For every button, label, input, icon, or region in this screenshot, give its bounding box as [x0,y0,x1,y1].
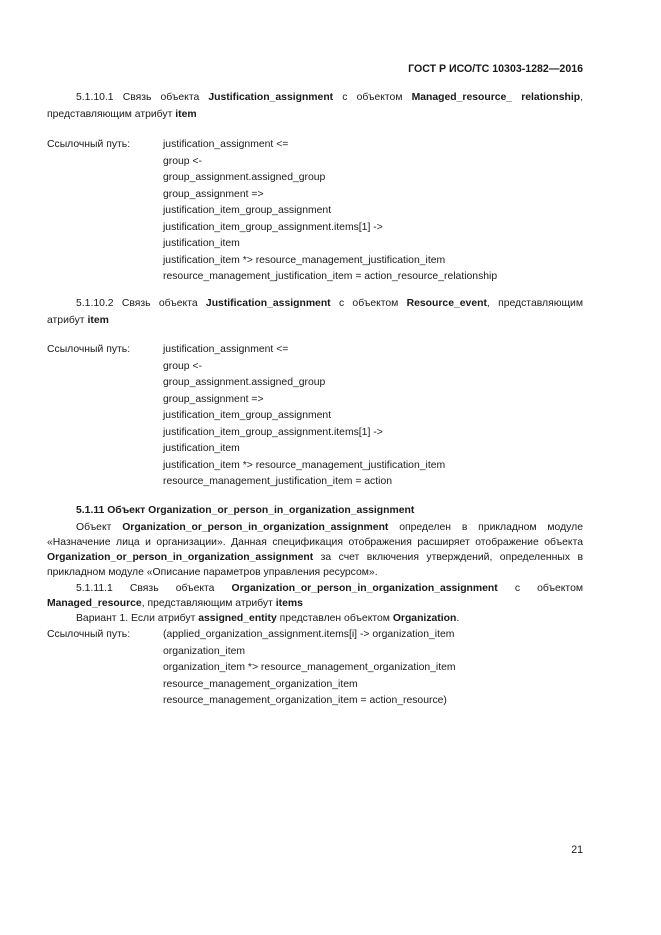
path-line: resource_management_organization_item = action_resource) [163,695,447,706]
reference-path-label: Ссылочный путь: [47,139,131,150]
section-number: 5.1.10.1 [76,92,114,103]
path-line: resource_management_justification_item = action_resource_relationship [163,271,498,282]
reference-path-lines [163,137,497,286]
section-5-1-10-1 [47,90,583,123]
path-line: justification_assignment <= [163,344,289,355]
attribute-name: item [175,108,197,120]
text: , представляющим атрибут [141,597,276,609]
text: Вариант 1. Если атрибут [76,613,199,625]
path-line: resource_management_justification_item = action [163,476,393,487]
attribute-name: assigned_entity [198,613,277,625]
attribute-name: item [87,314,109,326]
section-number: 5.1.10.2 [76,298,114,309]
reference-path-lines [163,342,445,491]
text: с объектом [333,92,412,103]
path-line: justification_item [163,238,240,249]
text: Объект [76,521,123,533]
text: с объектом [330,298,407,309]
path-line: group_assignment.assigned_group [163,172,326,183]
path-line: organization_item *> resource_management_organization_item [163,662,456,673]
section-5-1-10-2 [47,296,583,329]
section-number: 5.1.11.1 [76,582,113,594]
text: за счет включения утверждений, определенных в прикладном модуле «Описание параметров управления ресурсом». [47,552,583,579]
path-line: group <- [163,360,202,372]
path-line: organization_item [163,645,246,657]
section-5-1-11 [47,503,583,627]
path-line: justification_item_group_assignment.items[1] -> [163,221,383,233]
path-line: justification_item *> resource_management_justification_item [163,254,446,266]
paragraph [47,581,583,612]
path-line: group_assignment => [163,393,264,405]
path-line: justification_item_group_assignment.items[1] -> [163,426,383,438]
reference-path-label: Ссылочный путь: [47,629,131,640]
entity-name: Organization_or_person_in_organization_assignment [231,582,498,594]
path-line: justification_item *> resource_management_justification_item [163,459,446,471]
reference-path-label: Ссылочный путь: [47,344,131,355]
text: Связь объекта [113,92,209,103]
path-line: group <- [163,155,202,167]
path-line: justification_item [163,443,240,454]
document-header: ГОСТ Р ИСО/ТС 10303-1282—2016 [408,63,583,75]
paragraph [47,90,583,123]
paragraph [47,296,583,329]
entity-name: Organization [392,613,457,625]
entity-name: Organization_or_person_in_organization_assignment [47,552,314,564]
path-line: (applied_organization_assignment.items[i] -> organization_item [163,629,455,640]
attribute-name: items [275,597,303,609]
entity-name: Justification_assignment [208,92,334,103]
text: с объектом [497,582,583,594]
reference-path-lines [163,627,456,710]
text: Связь объекта [113,298,206,309]
paragraph [47,611,583,626]
entity-name: Justification_assignment [205,298,331,309]
entity-name: Organization_or_person_in_organization_assignment [122,521,389,533]
text: Связь объекта [112,582,232,594]
entity-name: Managed_resource [47,597,142,609]
text: . [456,613,460,625]
path-line: group_assignment => [163,188,264,200]
text: представлен объектом [276,613,393,625]
path-line: resource_management_organization_item [163,678,358,690]
path-line: group_assignment.assigned_group [163,377,326,388]
entity-name: Managed_resource_ relationship [411,92,581,103]
section-title [47,503,583,520]
text: , представляющим атрибут [47,92,583,120]
text: определен в прикладном модуле «Назначение лица и организации». Данная спецификация отображения расширяет отображение объекта [47,521,583,548]
path-line: justification_assignment <= [163,139,289,150]
paragraph [47,520,583,581]
text: Объект [104,505,149,516]
path-line: justification_item_group_assignment [163,410,332,421]
path-line: justification_item_group_assignment [163,205,332,216]
entity-name: Organization_or_person_in_organization_assignment [148,505,415,516]
entity-name: Resource_event [406,298,487,309]
text: , представляющим атрибут [47,298,583,326]
page-number: 21 [571,844,583,856]
section-number: 5.1.11 [76,505,105,516]
